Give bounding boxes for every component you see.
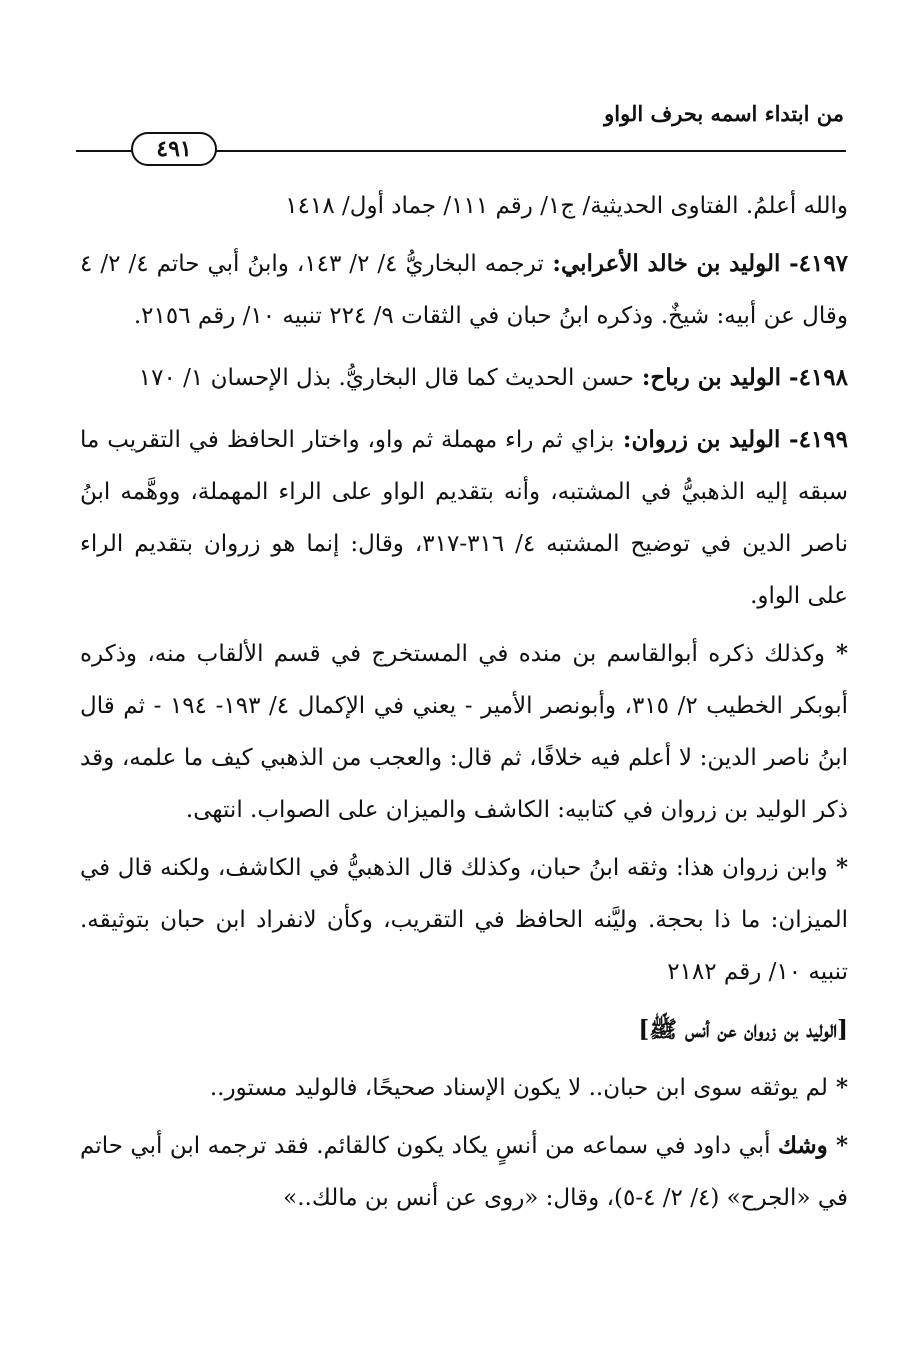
note-paragraph <box>80 1120 848 1224</box>
entry-number: ٤١٩٩- <box>780 426 848 453</box>
entry-name: الوليد بن خالد الأعرابي <box>560 250 781 277</box>
paragraph-text: والله أعلمُ. الفتاوى الحديثية/ ج١/ رقم ١١١/ جماد أول/ ١٤١٨ <box>285 193 848 219</box>
star-marker: * <box>827 1074 848 1101</box>
entry-name: الوليد بن رباح <box>650 364 782 391</box>
subheading-text: [الوليد بن زروان عن أنس ﷺ] <box>638 1016 848 1043</box>
entry-4197 <box>80 238 848 342</box>
running-title: من ابتداء اسمه بحرف الواو <box>604 101 844 126</box>
note-text: وابن زروان هذا: وثقه ابنُ حبان، وكذلك قال الذهبيُّ في الكاشف، ولكنه قال في الميزان: ما ذا بحجة. وليَّنه الحافظ في التقريب، وكأن لانفراد ابن حبان بتوثيقه. تنبيه ١٠/ رقم ٢١٨٢ <box>80 855 848 985</box>
page-number-badge: ٤٩١ <box>131 132 217 166</box>
star-marker: * <box>824 640 848 667</box>
entry-text: حسن الحديث كما قال البخاريُّ. بذل الإحسان ١/ ١٧٠ <box>138 365 634 391</box>
note-paragraph <box>80 842 848 998</box>
entry-4199 <box>80 414 848 622</box>
entry-text: ترجمه البخاريُّ ٤/ ٢/ ١٤٣، وابنُ أبي حاتم ٤/ ٢/ ٤ وقال عن أبيه: شيخٌ. وذكره ابنُ حبان في الثقات ٩/ ٢٢٤ تنبيه ١٠/ رقم ٢١٥٦. <box>80 251 848 329</box>
entry-4198 <box>80 352 848 404</box>
note-text: وكذلك ذكره أبوالقاسم بن منده في المستخرج في قسم الألقاب منه، وذكره أبوبكر الخطيب ٢/ ٣١٥، وأبونصر الأمير - يعني في الإكمال ٤/ ١٩٣- ١٩٤ - ثم قال ابنُ ناصر الدين: لا أعلم فيه خلافًا، ثم قال: والعجب من الذهبي كيف ما علمه، وقد ذكر الوليد بن زروان في كتابيه: الكاشف والميزان على الصواب. انتهى. <box>80 641 848 823</box>
entry-text: بزاي ثم راء مهملة ثم واو، واختار الحافظ في التقريب ما سبقه إليه الذهبيُّ في المشتبه، وأنه بتقديم الواو على الراء المهملة، ووهَّمه ابنُ ناصر الدين في توضيح المشتبه ٤/ ٣١٦-٣١٧، وقال: إنما هو زروان بتقديم الراء على الواو. <box>80 427 848 609</box>
subheading <box>80 1004 848 1056</box>
note-text: لم يوثقه سوى ابن حبان.. لا يكون الإسناد صحيحًا، فالوليد مستور.. <box>209 1075 828 1101</box>
star-marker: * <box>827 1132 848 1159</box>
entry-number: ٤١٩٨- <box>781 364 848 391</box>
note-lead-word: وشك <box>778 1132 828 1159</box>
entry-separator: : <box>614 426 632 453</box>
entry-separator: : <box>543 250 561 277</box>
note-paragraph <box>80 1062 848 1114</box>
note-paragraph <box>80 628 848 836</box>
paragraph-closing-note <box>80 180 848 232</box>
entry-separator: : <box>633 364 651 391</box>
page-body <box>80 180 848 1230</box>
star-marker: * <box>827 854 848 881</box>
entry-name: الوليد بن زروان <box>631 426 781 453</box>
entry-number: ٤١٩٧- <box>780 250 849 277</box>
note-text: أبي داود في سماعه من أنسٍ يكاد يكون كالقائم. فقد ترجمه ابن أبي حاتم في «الجرح» (٤/ ٢/ ٤-٥)، وقال: «روى عن أنس بن مالك..» <box>80 1133 848 1211</box>
